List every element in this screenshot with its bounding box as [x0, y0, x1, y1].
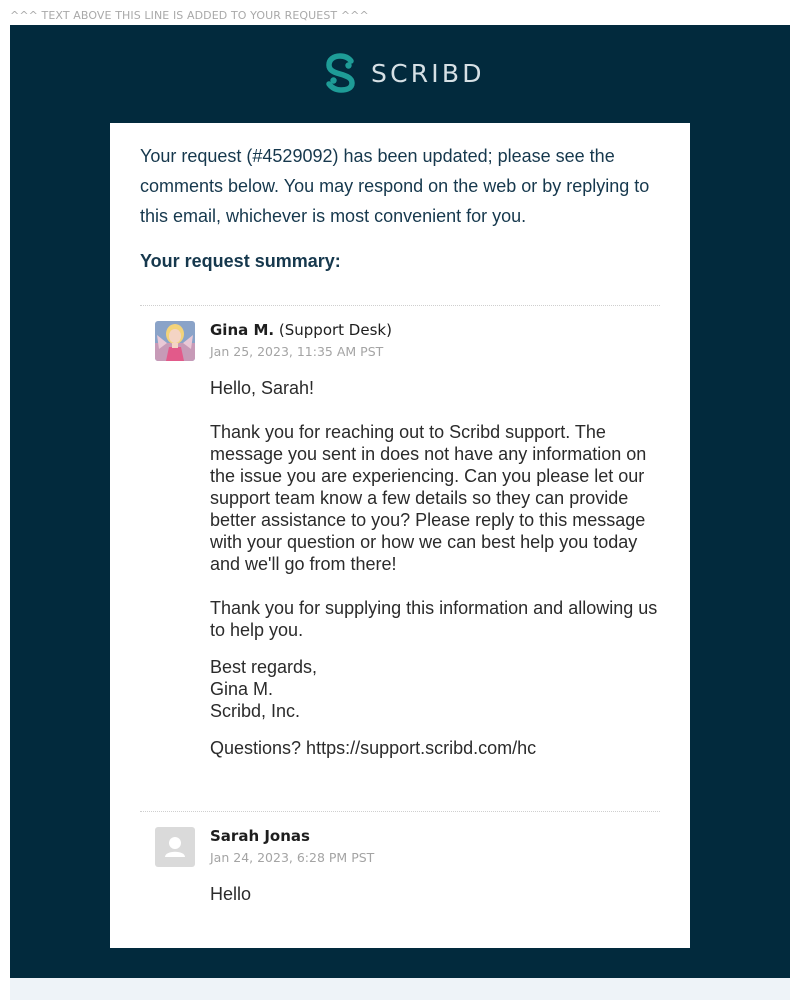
signoff-line: Best regards,	[210, 657, 318, 677]
comment-timestamp: Jan 24, 2023, 6:28 PM PST	[210, 850, 375, 865]
comment-author	[210, 321, 392, 339]
comment-signoff	[210, 656, 660, 722]
comment-paragraph: Thank you for reaching out to Scribd support. The message you sent in does not have any information on the issue you are experiencing. Can you please let our support team know a few details so they can provide better assistance to you? Please reply to this message with your question or how we can best help you today and we'll go from there!	[210, 422, 647, 574]
signoff-line: Scribd, Inc.	[210, 701, 301, 721]
request-boundary-note: ^^^ TEXT ABOVE THIS LINE IS ADDED TO YOUR REQUEST ^^^	[10, 9, 369, 22]
comment-timestamp: Jan 25, 2023, 11:35 AM PST	[210, 344, 384, 359]
scribd-logo[interactable]	[324, 53, 485, 93]
comment-paragraph: Thank you for supplying this information and allowing us to help you.	[210, 598, 658, 640]
comment-greeting: Hello, Sarah!	[210, 378, 315, 398]
email-container	[10, 25, 790, 978]
comment-requester	[140, 811, 660, 932]
author-name: Sarah Jonas	[210, 827, 310, 845]
comment-body: Hello	[210, 884, 252, 904]
support-link-line[interactable]: Questions? https://support.scribd.com/hc	[210, 738, 537, 758]
comment-support-agent	[140, 305, 660, 806]
avatar-image	[155, 321, 195, 361]
author-role: (Support Desk)	[278, 321, 392, 339]
user-placeholder-icon	[155, 827, 195, 867]
update-notice: Your request (#4529092) has been updated; please see the comments below. You may respond on the web or by replying to this email, whichever is most convenient for you.	[140, 146, 650, 226]
signoff-line: Gina M.	[210, 679, 274, 699]
scribd-s-logo-icon	[324, 53, 358, 93]
author-name: Gina M.	[210, 321, 275, 339]
footer-strip	[10, 978, 790, 1000]
message-card	[110, 123, 690, 948]
scribd-wordmark: SCRIBD	[371, 58, 485, 88]
request-summary-heading: Your request summary:	[140, 251, 341, 271]
default-avatar	[155, 827, 195, 867]
agent-avatar	[155, 321, 195, 361]
comment-author	[210, 827, 310, 845]
